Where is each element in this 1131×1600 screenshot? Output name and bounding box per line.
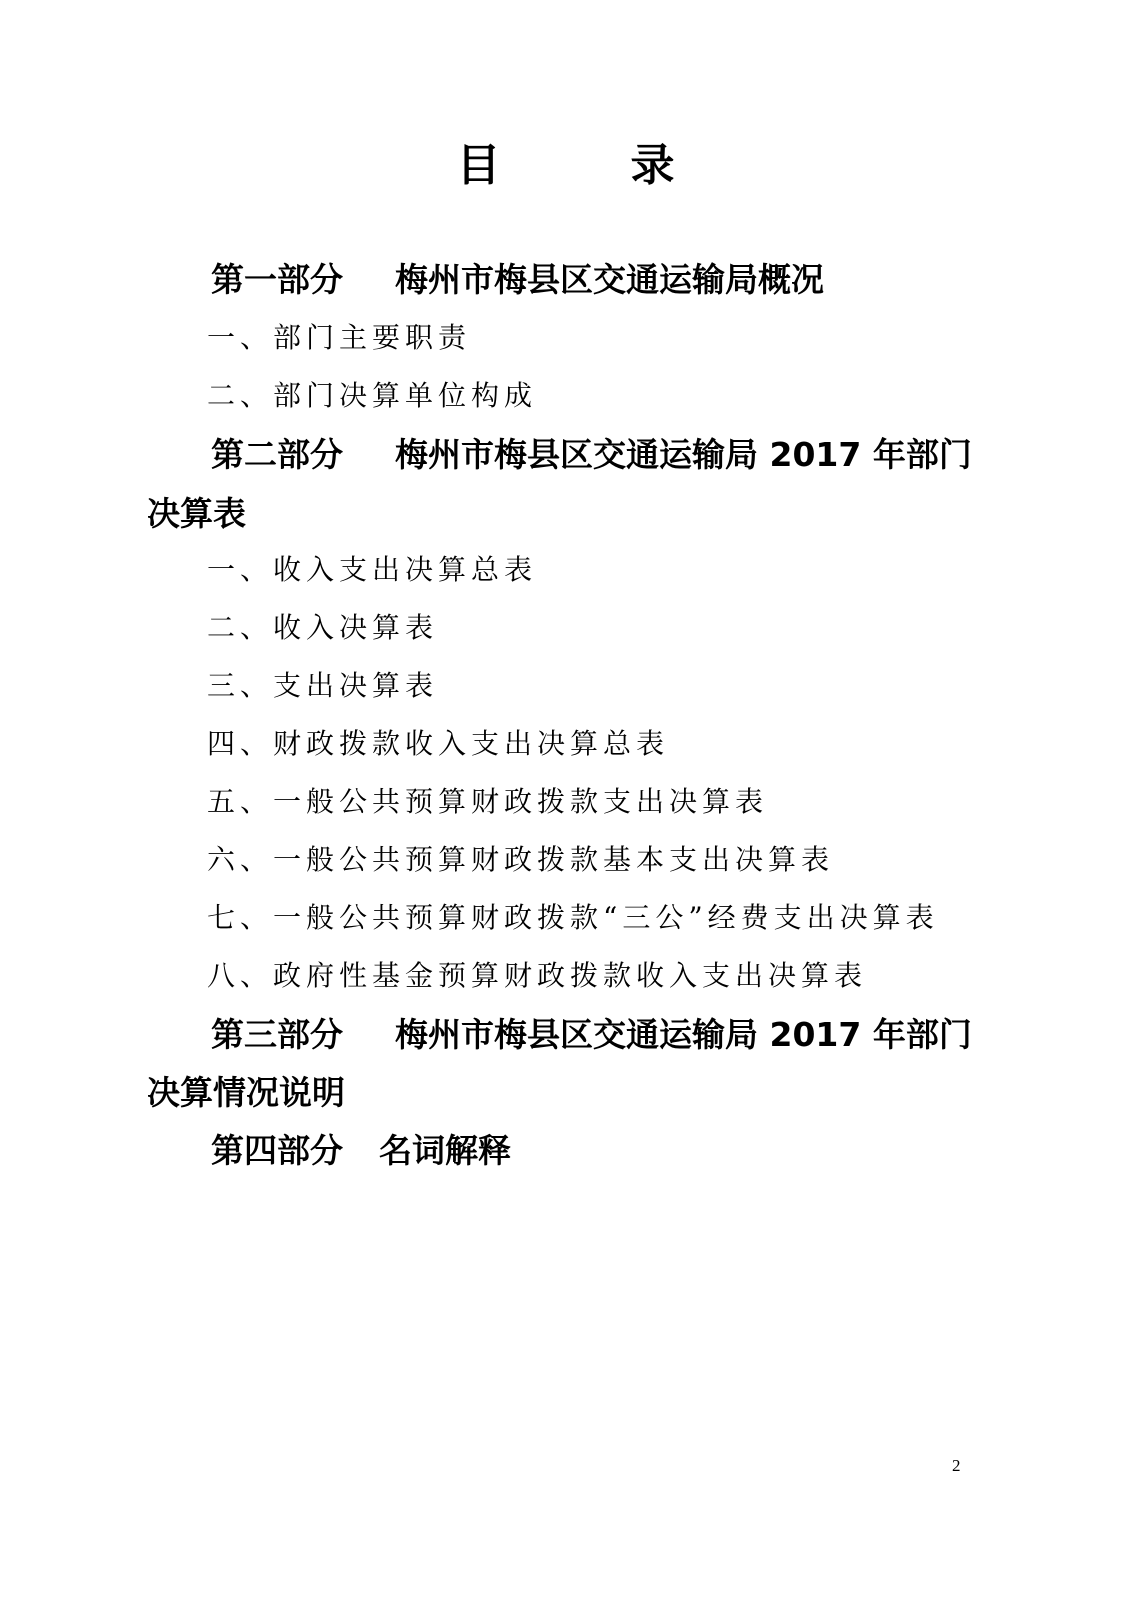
- toc-title: [0, 138, 1131, 194]
- toc-part-3: [147, 1006, 977, 1064]
- toc-part-1: [147, 251, 977, 309]
- toc-item: 三、支出决算表: [207, 669, 439, 702]
- part-1-label: 第一部分: [211, 260, 343, 299]
- toc-part-3-continued: [147, 1064, 977, 1122]
- toc-item: 六、一般公共预算财政拨款基本支出决算表: [207, 843, 835, 876]
- part-2-label: 第二部分: [211, 435, 343, 474]
- part-2-title-line2: 决算表: [147, 494, 246, 533]
- toc-part-2: [147, 426, 977, 484]
- toc-item: 八、政府性基金预算财政拨款收入支出决算表: [207, 959, 868, 992]
- part-4-title: 名词解释: [379, 1131, 511, 1170]
- toc-part-2-continued: [147, 485, 977, 543]
- title-char-2: 录: [630, 140, 675, 191]
- title-char-1: 目: [456, 140, 501, 191]
- part-2-title-line1: 梅州市梅县区交通运输局 2017 年部门: [395, 435, 972, 474]
- page-number: 2: [952, 1456, 961, 1475]
- toc-item: 一、部门主要职责: [207, 321, 472, 354]
- part-4-label: 第四部分: [211, 1131, 343, 1170]
- toc-item: 五、一般公共预算财政拨款支出决算表: [207, 785, 769, 818]
- part-1-title: 梅州市梅县区交通运输局概况: [395, 260, 824, 299]
- toc-item: 二、部门决算单位构成: [207, 379, 538, 412]
- toc-item: 二、收入决算表: [207, 611, 439, 644]
- toc-item: 一、收入支出决算总表: [207, 553, 538, 586]
- toc-part-4: [147, 1122, 977, 1180]
- toc-item: 七、一般公共预算财政拨款“三公”经费支出决算表: [207, 901, 939, 934]
- part-3-label: 第三部分: [211, 1015, 343, 1054]
- part-3-title-line2: 决算情况说明: [147, 1073, 345, 1112]
- toc-item: 四、财政拨款收入支出决算总表: [207, 727, 670, 760]
- part-3-title-line1: 梅州市梅县区交通运输局 2017 年部门: [395, 1015, 972, 1054]
